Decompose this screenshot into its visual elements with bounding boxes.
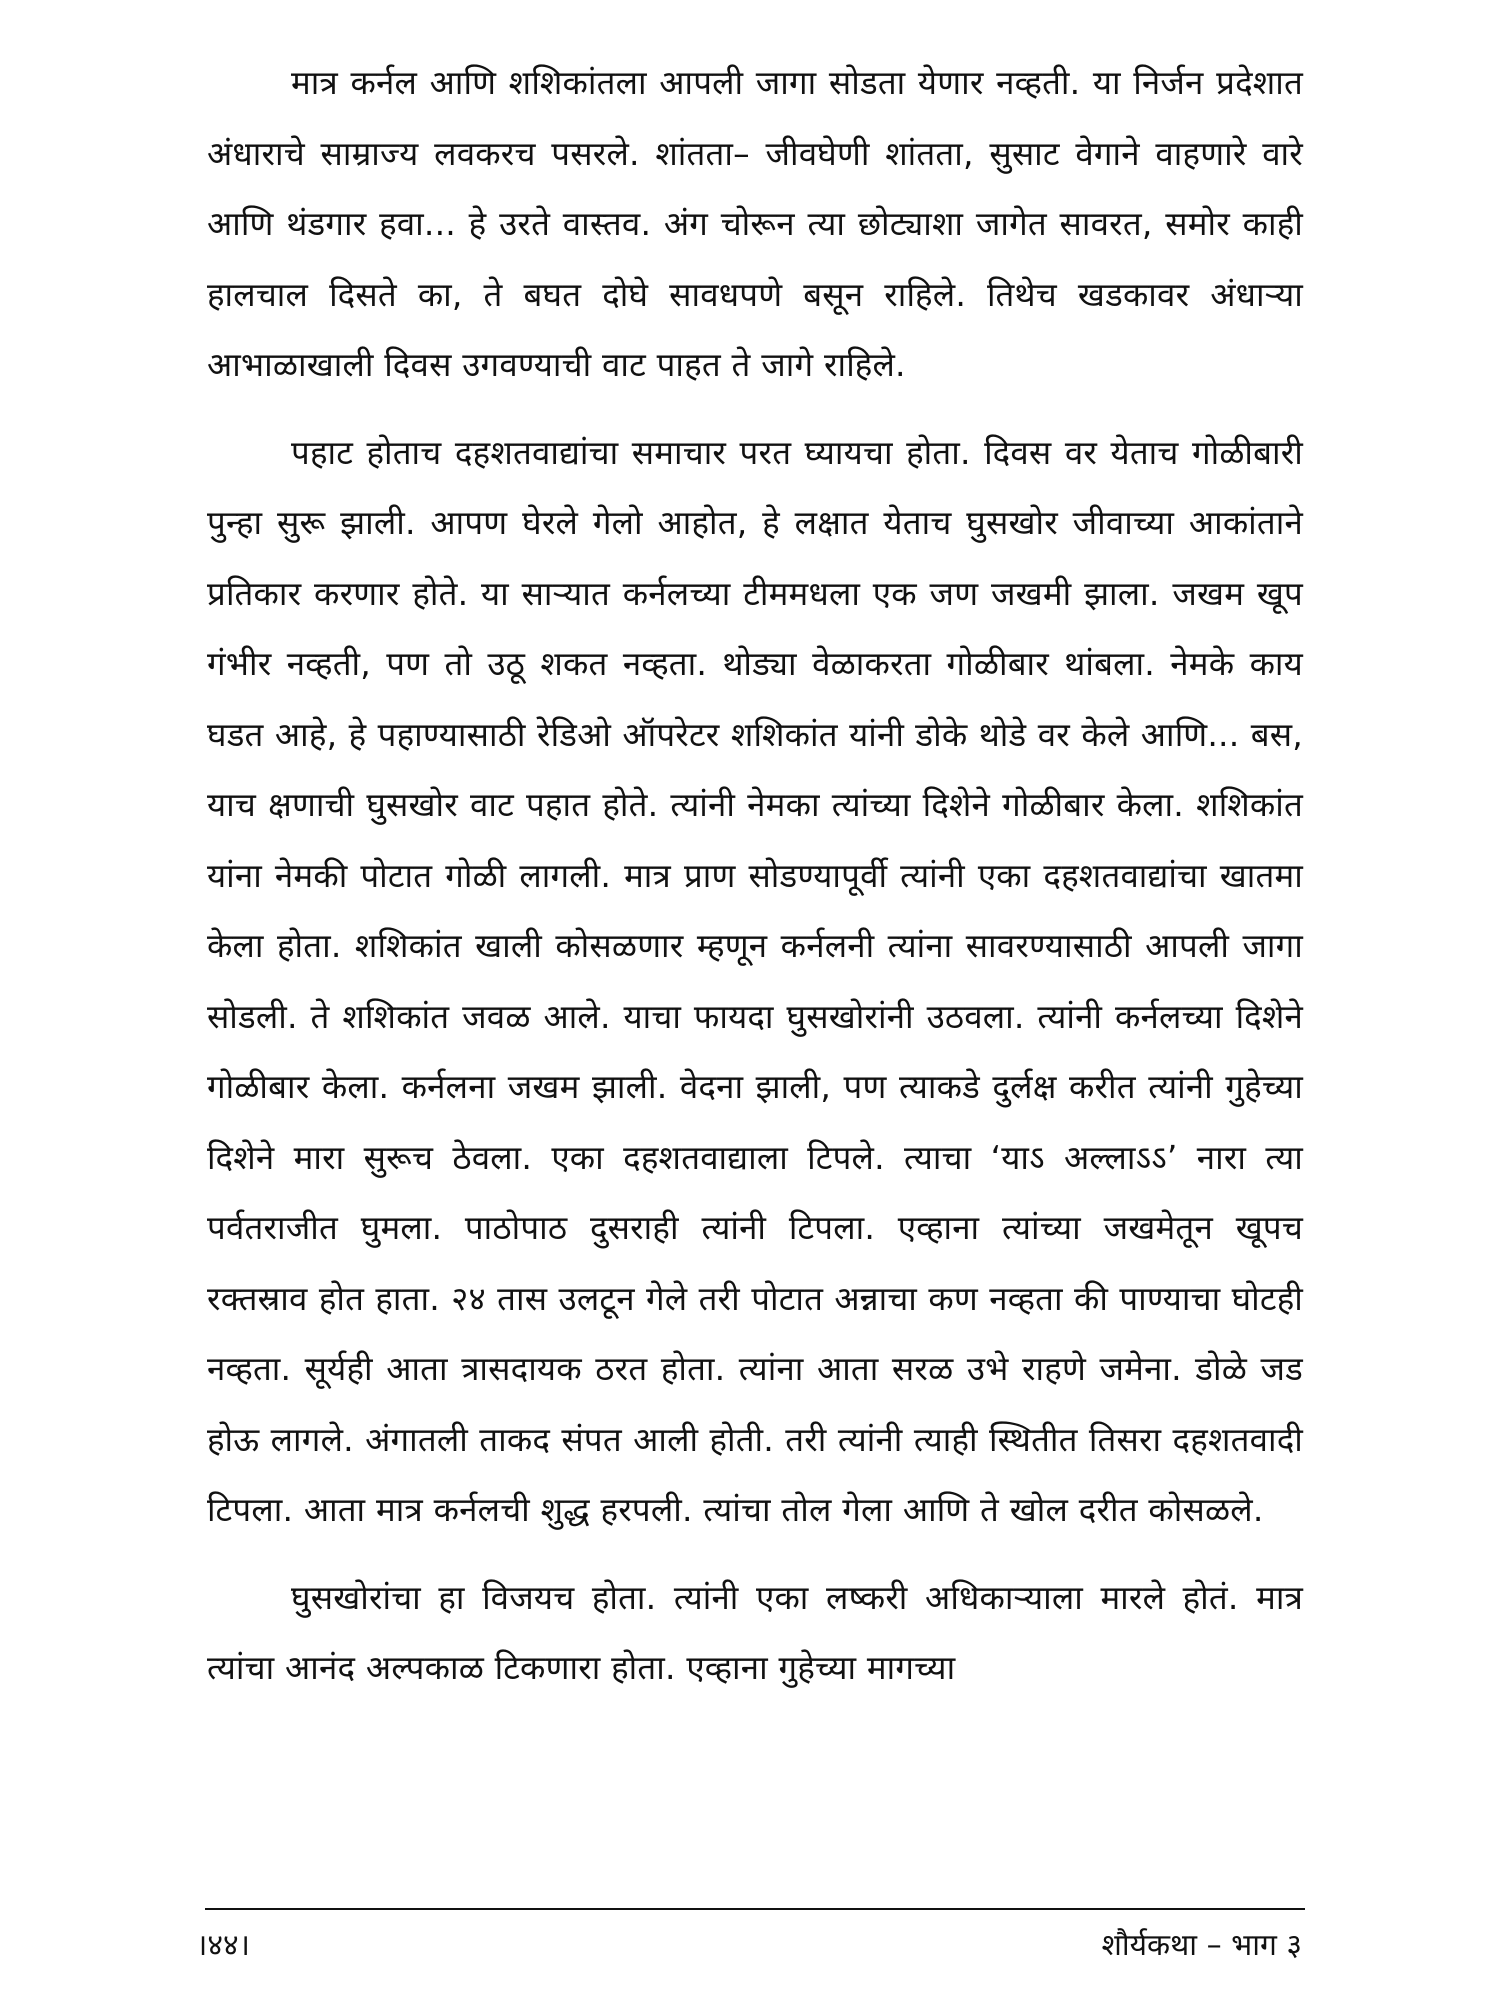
footer-divider [205,1908,1305,1910]
paragraph-1: मात्र कर्नल आणि शशिकांतला आपली जागा सोडता येणार नव्हती. या निर्जन प्रदेशात अंधाराचे साम्राज्य लवकरच पसरले. शांतता– जीवघेणी शांतता, सुसाट वेगाने वाहणारे वारे आणि थंडगार हवा... हे उरते वास्तव. अंग चोरून त्या छोट्याशा जागेत सावरत, समोर काही हालचाल दिसते का, ते बघत दोघे सावधपणे बसून राहिले. तिथेच खडकावर अंधाऱ्या आभाळाखाली दिवस उगवण्याची वाट पाहत ते जागे राहिले. [207,63,1303,384]
running-title: शौर्यकथा – भाग ३ [1101,1928,1302,1963]
paragraph-3: घुसखोरांचा हा विजयच होता. त्यांनी एका लष्करी अधिकाऱ्याला मारले होतं. मात्र त्यांचा आनंद अल्पकाळ टिकणारा होता. एव्हाना गुहेच्या मागच्या [207,1577,1303,1687]
page-number: ।४४। [196,1928,250,1963]
paragraph-2: पहाट होताच दहशतवाद्यांचा समाचार परत घ्यायचा होता. दिवस वर येताच गोळीबारी पुन्हा सुरू झाली. आपण घेरले गेलो आहोत, हे लक्षात येताच घुसखोर जीवाच्या आकांताने प्रतिकार करणार होते. या साऱ्यात कर्नलच्या टीममधला एक जण जखमी झाला. जखम खूप गंभीर नव्हती, पण तो उठू शकत नव्हता. थोड्या वेळाकरता गोळीबार थांबला. नेमके काय घडत आहे, हे पहाण्यासाठी रेडिओ ऑपरेटर शशिकांत यांनी डोके थोडे वर केले आणि... बस, याच क्षणाची घुसखोर वाट पहात होते. त्यांनी नेमका त्यांच्या दिशेने गोळीबार केला. शशिकांत यांना नेमकी पोटात गोळी लागली. मात्र प्राण सोडण्यापूर्वी त्यांनी एका दहशतवाद्यांचा खातमा केला होता. शशिकांत खाली कोसळणार म्हणून कर्नलनी त्यांना सावरण्यासाठी आपली जागा सोडली. ते शशिकांत जवळ आले. याचा फायदा घुसखोरांनी उठवला. त्यांनी कर्नलच्या दिशेने गोळीबार केला. कर्नलना जखम झाली. वेदना झाली, पण त्याकडे दुर्लक्ष करीत त्यांनी गुहेच्या दिशेने मारा सुरूच ठेवला. एका दहशतवाद्याला टिपले. त्याचा ‘याऽ अल्लाऽऽ’ नारा त्या पर्वतराजीत घुमला. पाठोपाठ दुसराही त्यांनी टिपला. एव्हाना त्यांच्या जखमेतून खूपच रक्तस्राव होत हाता. २४ तास उलटून गेले तरी पोटात अन्नाचा कण नव्हता की पाण्याचा घोटही नव्हता. सूर्यही आता त्रासदायक ठरत होता. त्यांना आता सरळ उभे राहणे जमेना. डोळे जड होऊ लागले. अंगातली ताकद संपत आली होती. तरी त्यांनी त्याही स्थितीत तिसरा दहशतवादी टिपला. आता मात्र कर्नलची शुद्ध हरपली. त्यांचा तोल गेला आणि ते खोल दरीत कोसळले. [207,432,1303,1529]
body-text [207,48,1303,1704]
